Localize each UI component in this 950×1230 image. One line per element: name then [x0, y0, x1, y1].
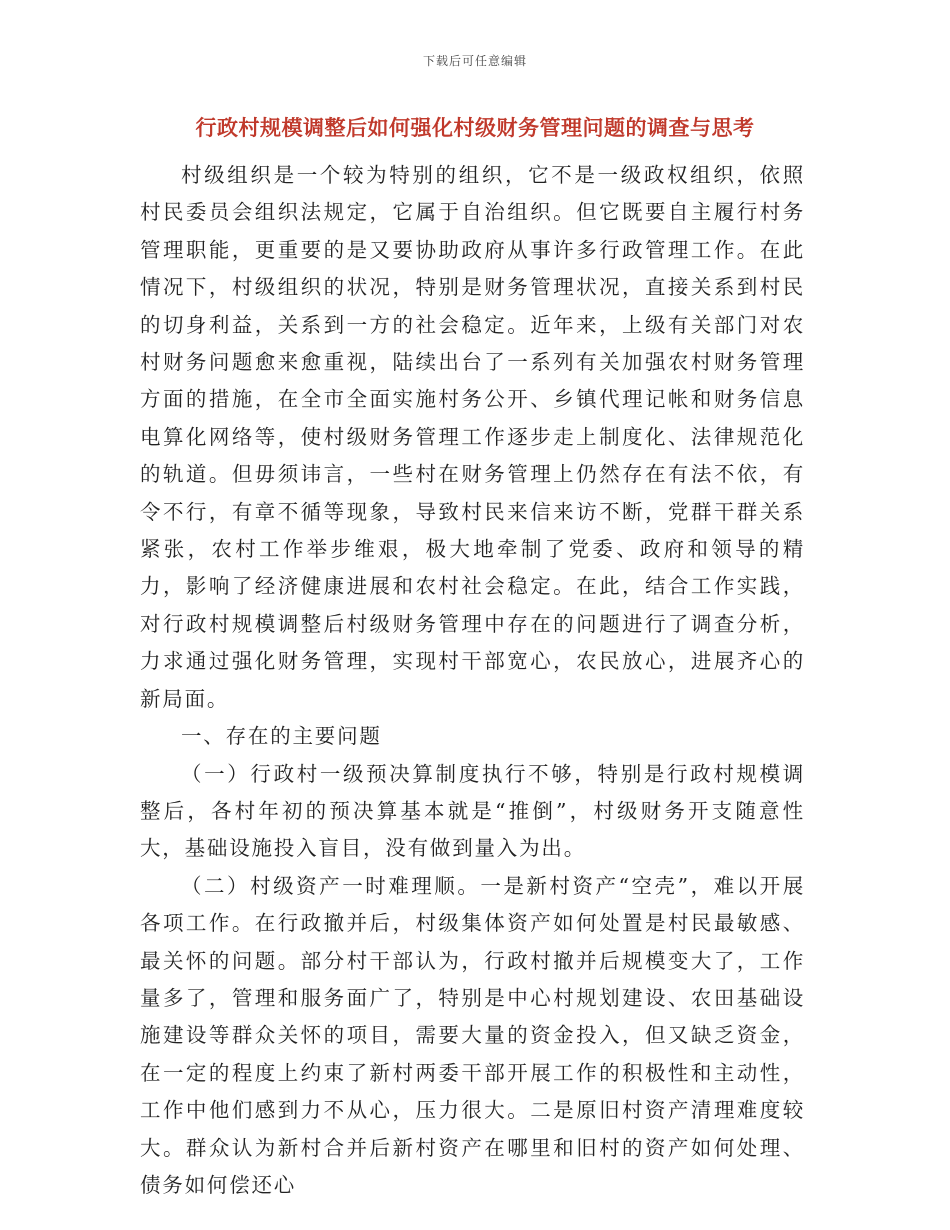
section-heading: 一、存在的主要问题	[181, 724, 382, 749]
body-paragraph-item-2: （二）村级资产一时难理顺。一是新村资产“空壳”，难以开展各项工作。在行政撤并后，村级集体资产如何处置是村民最敏感、最关怀的问题。部分村干部认为，行政村撤并后规模变大了，工作量多了，管理和服务面广了，特别是中心村规划建设、农田基础设施建设等群众关怀的项目，需要大量的资金投入，但又缺乏资金，在一定的程度上约束了新村两委干部开展工作的积极性和主动性，工作中他们感到力不从心，压力很大。二是原旧村资产清理难度较大。群众认为新村合并后新村资产在哪里和旧村的资产如何处理、债务如何偿还心	[140, 873, 805, 1197]
document-title: 行政村规模调整后如何强化村级财务管理问题的调查与思考	[195, 116, 755, 140]
page-header: 下载后可任意编辑	[422, 54, 527, 68]
document-body	[140, 157, 805, 1204]
body-paragraph-intro: 村级组织是一个较为特别的组织，它不是一级政权组织，依照村民委员会组织法规定，它属于自治组织。但它既要自主履行村务管理职能，更重要的是又要协助政府从事许多行政管理工作。在此情况下，村级组织的状况，特别是财务管理状况，直接关系到村民的切身利益，关系到一方的社会稳定。近年来，上级有关部门对农村财务问题愈来愈重视，陆续出台了一系列有关加强农村财务管理方面的措施，在全市全面实施村务公开、乡镇代理记帐和财务信息电算化网络等，使村级财务管理工作逐步走上制度化、法律规范化的轨道。但毋须讳言，一些村在财务管理上仍然存在有法不依，有令不行，有章不循等现象，导致村民来信来访不断，党群干群关系紧张，农村工作举步维艰，极大地牵制了党委、政府和领导的精力，影响了经济健康进展和农村社会稳定。在此，结合工作实践，对行政村规模调整后村级财务管理中存在的问题进行了调查分析，力求通过强化财务管理，实现村干部宽心，农民放心，进展齐心的新局面。	[140, 163, 805, 711]
body-paragraph-item-1: （一）行政村一级预决算制度执行不够，特别是行政村规模调整后，各村年初的预决算基本就是“推倒”，村级财务开支随意性大，基础设施投入盲目，没有做到量入为出。	[140, 761, 805, 861]
